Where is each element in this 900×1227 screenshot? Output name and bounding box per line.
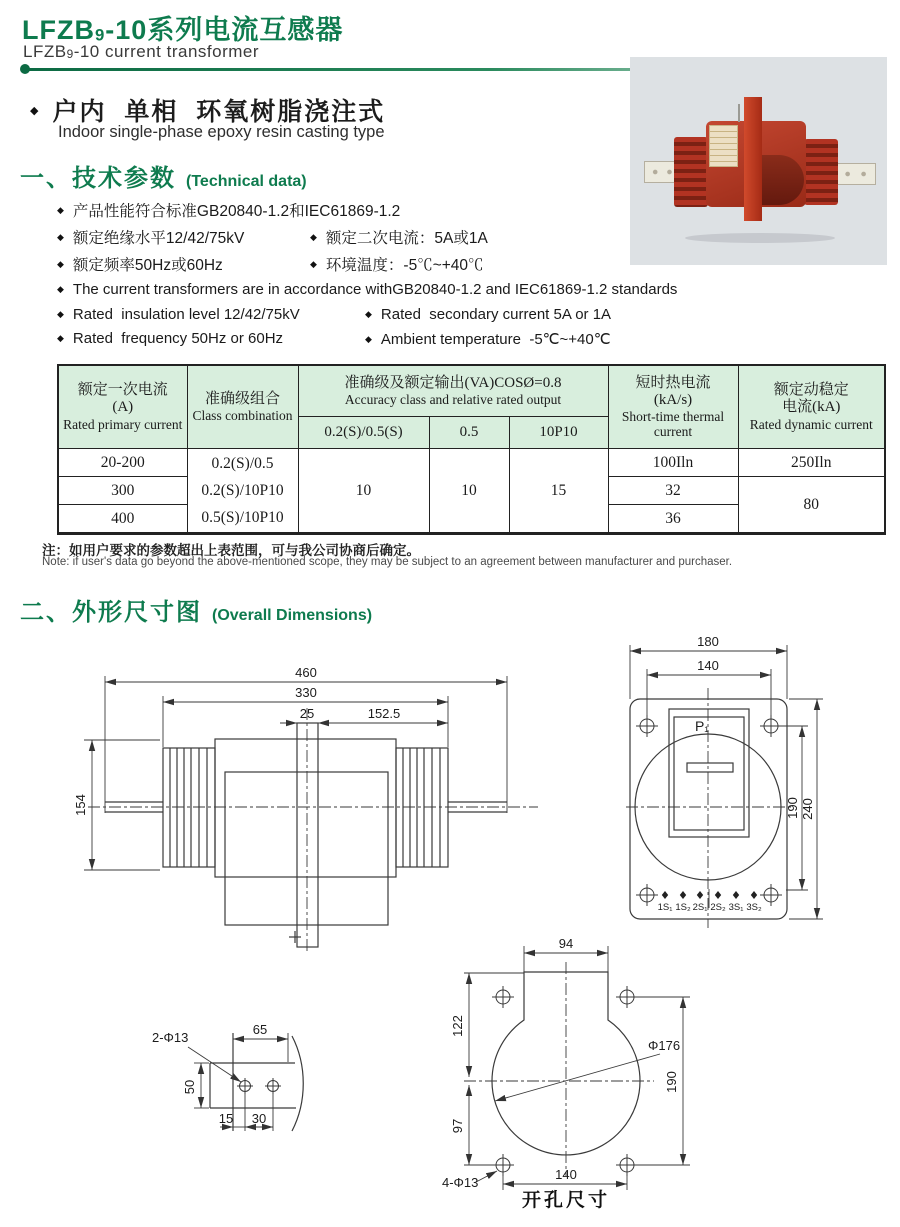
- diamond-bullet-icon: ◆: [365, 309, 372, 319]
- table-cell: 300: [58, 477, 187, 505]
- dim-label-330: 330: [295, 685, 317, 700]
- spec-item: ◆ 产品性能符合标准GB20840-1.2和IEC61869-1.2: [57, 203, 401, 220]
- label-2-phi13: 2-Φ13: [152, 1030, 189, 1045]
- terminal-strip-right: [836, 163, 876, 185]
- dim-label-65: 65: [252, 1022, 268, 1037]
- secondary-terminals: [662, 891, 757, 899]
- technical-data-table-wrap: [57, 364, 886, 535]
- diamond-bullet-icon: ◆: [57, 333, 64, 343]
- side-view-dimension-lines: [84, 676, 507, 870]
- divider-dot: [20, 64, 30, 74]
- table-cell: 400: [58, 505, 187, 534]
- dim-label-140: 140: [555, 1167, 577, 1182]
- page-subtitle: LFZB9-10 current transformer: [23, 42, 260, 61]
- cutout-dimension-lines: [464, 946, 690, 1190]
- spec-item: ◆ The current transformers are in accordance withGB20840-1.2 and IEC61869-1.2 standards: [57, 281, 678, 298]
- table-cell: 100Iln: [608, 449, 738, 477]
- spec-item: ◆ 环境温度：-5℃~+40℃: [310, 257, 484, 274]
- terminal-label: 1S₂: [675, 902, 691, 913]
- dim-label-154: 154: [73, 794, 88, 816]
- section2-heading: 二、外形尺寸图 (Overall Dimensions): [20, 599, 373, 626]
- dim-label-190: 190: [664, 1071, 679, 1093]
- product-photo: [630, 57, 887, 265]
- table-row: [58, 449, 885, 477]
- nameplate: [709, 125, 738, 167]
- header-accuracy: 准确级及额定输出(VA)COSØ=0.8 Accuracy class and relative rated output: [298, 365, 608, 417]
- dim-label-190: 190: [785, 797, 800, 819]
- header-short-time: 短时热电流 (kA/s) Short-time thermal current: [608, 365, 738, 449]
- cutout-caption: 开孔尺寸: [521, 1190, 611, 1211]
- diamond-bullet-icon: ◆: [310, 258, 317, 269]
- note-en: Note: if user's data go beyond the above-mentioned scope, they may be subject to an agreement between manufacturer and purchaser.: [42, 556, 733, 568]
- section1-heading: 一、技术参数 (Technical data): [20, 165, 307, 192]
- dim-label-15: 15: [218, 1111, 234, 1126]
- technical-data-table: [57, 364, 886, 535]
- table-cell: 20-200: [58, 449, 187, 477]
- side-view-centerlines: [88, 708, 538, 952]
- dim-label-460: 460: [295, 665, 317, 680]
- label-p1: P₁: [694, 718, 710, 734]
- dim-label-94: 94: [558, 936, 574, 951]
- label-4-phi13: 4-Φ13: [442, 1175, 479, 1190]
- front-view-centerlines: [626, 688, 794, 928]
- diamond-bullet-icon: ◆: [57, 231, 64, 242]
- feature-en: Indoor single-phase epoxy resin casting type: [58, 123, 385, 141]
- note-zh: 注：如用户要求的参数超出上表范围，可与我公司协商后确定。: [42, 543, 420, 558]
- table-cell-class-combination: 0.2(S)/0.5 0.2(S)/10P10 0.5(S)/10P10: [187, 449, 298, 534]
- spec-item: ◆ Rated secondary current 5A or 1A: [365, 306, 612, 323]
- dim-label-140: 140: [697, 658, 719, 673]
- spec-item: ◆ Ambient temperature -5℃~+40℃: [365, 331, 611, 348]
- photo-shadow: [685, 233, 835, 243]
- rib-fins-left: [674, 137, 708, 207]
- spec-item: ◆ Rated frequency 50Hz or 60Hz: [57, 330, 284, 347]
- table-cell: 36: [608, 505, 738, 534]
- terminal-label: 3S₁: [728, 902, 744, 913]
- header-dynamic-current: 额定动稳定 电流(kA) Rated dynamic current: [738, 365, 885, 449]
- cutout-drawing: [420, 930, 740, 1227]
- terminal-label: 2S₁: [692, 902, 708, 913]
- side-view-drawing: [60, 650, 560, 960]
- dim-label-phi176: Φ176: [648, 1038, 681, 1053]
- terminal-holes: [237, 1078, 281, 1094]
- side-view-outline: [105, 723, 507, 947]
- terminal-label: 3S₂: [746, 902, 762, 913]
- primary-bar: [744, 97, 762, 221]
- spec-item: ◆ Rated insulation level 12/42/75kV: [57, 306, 300, 323]
- header-sub1: 0.2(S)/0.5(S): [298, 417, 429, 449]
- rib-fins-right: [804, 139, 838, 205]
- front-view-drawing: [590, 630, 900, 940]
- spec-item: ◆ 额定二次电流：5A或1A: [310, 230, 488, 247]
- diamond-bullet-icon: ◆: [57, 284, 64, 294]
- table-cell: 80: [738, 477, 885, 534]
- dim-label-25: 25: [299, 706, 315, 721]
- header-class-combination: 准确级组合 Class combination: [187, 365, 298, 449]
- page-title: LFZB9-10系列电流互感器: [22, 15, 344, 45]
- diamond-bullet-icon: ◆: [310, 231, 317, 242]
- table-cell: 10: [298, 449, 429, 534]
- table-cell: 250Iln: [738, 449, 885, 477]
- header-sub3: 10P10: [509, 417, 608, 449]
- dim-label-122: 122: [450, 1015, 465, 1037]
- dim-label-180: 180: [697, 634, 719, 649]
- feature-zh: 户内 单相 环氧树脂浇注式: [52, 98, 386, 126]
- header-sub2: 0.5: [429, 417, 509, 449]
- top-pin: [738, 104, 740, 122]
- spec-item: ◆ 额定频率50Hz或60Hz: [57, 257, 223, 274]
- dim-label-240: 240: [800, 798, 815, 820]
- diamond-bullet-icon: ◆: [30, 104, 39, 117]
- table-cell: 10: [429, 449, 509, 534]
- spec-item: ◆ 额定绝缘水平12/42/75kV: [57, 230, 245, 247]
- dim-label-50: 50: [182, 1079, 197, 1095]
- diamond-bullet-icon: ◆: [57, 309, 64, 319]
- table-cell: 15: [509, 449, 608, 534]
- header-primary-current: 额定一次电流 (A) Rated primary current: [58, 365, 187, 449]
- dim-label-152-5: 152.5: [367, 706, 401, 721]
- terminal-label: 2S₂: [710, 902, 726, 913]
- dim-label-30: 30: [251, 1111, 267, 1126]
- terminal-detail-drawing: [130, 1000, 370, 1180]
- dim-label-97: 97: [450, 1118, 465, 1134]
- terminal-label: 1S₁: [657, 902, 673, 913]
- diamond-bullet-icon: ◆: [365, 333, 372, 344]
- diamond-bullet-icon: ◆: [57, 204, 64, 215]
- diamond-bullet-icon: ◆: [57, 258, 64, 269]
- mounting-holes: [636, 715, 782, 906]
- table-cell: 32: [608, 477, 738, 505]
